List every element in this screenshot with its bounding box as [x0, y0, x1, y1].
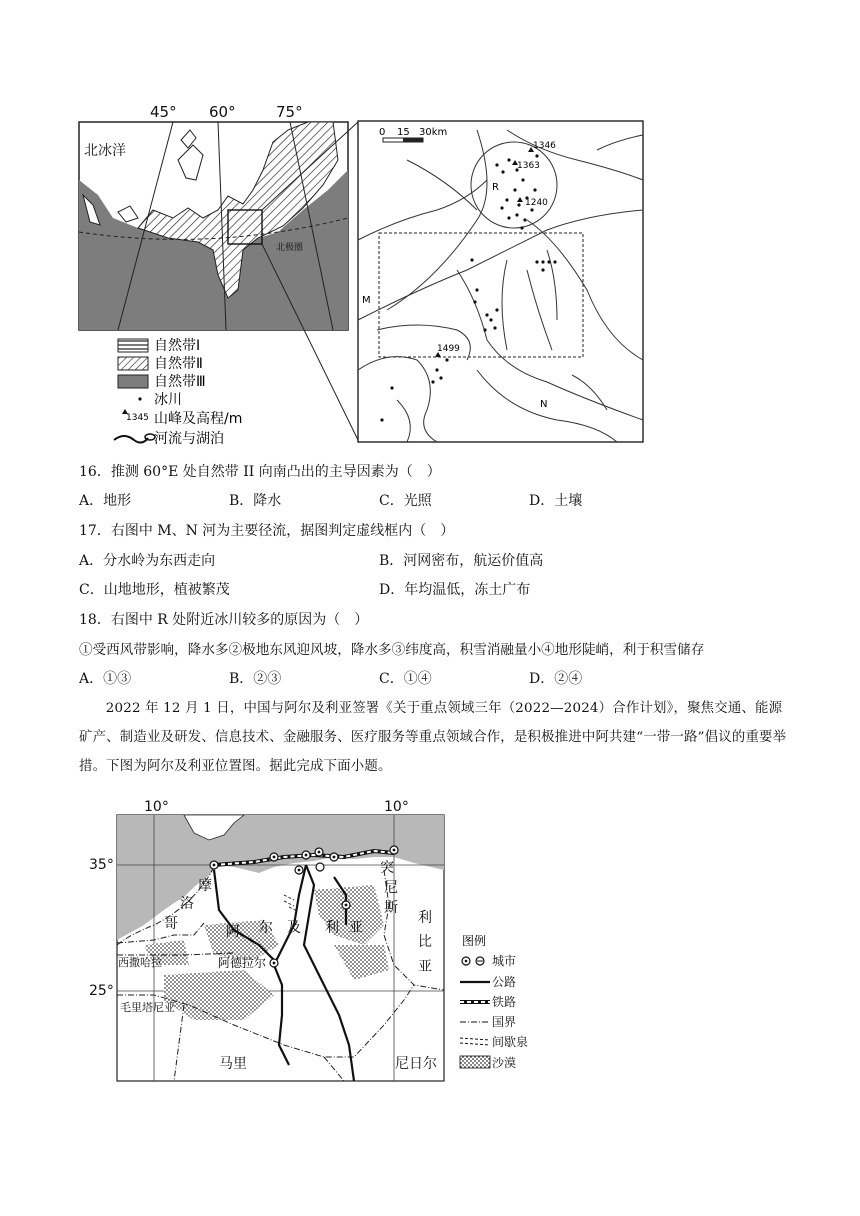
question-18-statements: ①受西风带影响，降水多②极地东风迎风坡，降水多③纬度高，积雪消融量小④地形陡峭，利于积雪储存 [79, 642, 705, 658]
country-niger: 尼日尔 [395, 1056, 437, 1072]
q18-option-c[interactable]: C．①④ [379, 671, 432, 687]
algeria-ya: 亚 [349, 920, 363, 936]
scale-label-30km: 30km [419, 127, 448, 138]
legend-city: 城市 [492, 954, 517, 968]
lat-label-35: 35° [89, 857, 114, 873]
algeria-map [84, 795, 454, 1085]
lon-label-left: 10° [144, 799, 169, 815]
question-18-stem: 18．右图中 R 处附近冰川较多的原因为（ ） [79, 612, 369, 628]
legend-zone2: 自然带Ⅱ [154, 356, 203, 372]
q16-option-a[interactable]: A．地形 [79, 493, 132, 509]
scale-label-15: 15 [397, 127, 410, 138]
lon-label-45: 45° [150, 103, 177, 121]
legend-zone1: 自然带Ⅰ [154, 338, 201, 354]
legend-river: 河流与湖泊 [154, 431, 224, 447]
legend-peak: 山峰及高程/m [154, 411, 243, 427]
country-mo: 摩 [198, 878, 212, 894]
zone1-swatch-icon [118, 339, 148, 352]
city-adrar: 阿德拉尔 [218, 956, 267, 970]
peak-1346: 1346 [533, 141, 556, 151]
q16-option-d[interactable]: D．土壤 [529, 493, 583, 509]
country-bi: 比 [418, 934, 432, 950]
legend-road: 公路 [492, 975, 517, 989]
algeria-a: 阿 [226, 924, 240, 940]
figure1-legend [112, 336, 302, 452]
algeria-li: 利 [325, 920, 339, 936]
country-ge: 哥 [164, 916, 178, 932]
figure2-legend [456, 930, 566, 1080]
zone3-swatch-icon [118, 375, 148, 388]
city-icon [462, 957, 484, 965]
peak-1363: 1363 [517, 161, 540, 171]
country-ya: 亚 [418, 959, 432, 975]
q18-option-a[interactable]: A．①③ [79, 671, 132, 687]
ocean-label: 北冰洋 [84, 143, 126, 159]
algeria-ji: 及 [287, 920, 301, 936]
country-tu: 突 [380, 860, 394, 876]
country-ni: 尼 [384, 880, 398, 896]
legend-spring: 间歇泉 [492, 1035, 529, 1049]
q16-option-b[interactable]: B．降水 [229, 493, 282, 509]
question-17-stem: 17．右图中 M、N 河为主要径流，据图判定虚线框内（ ） [79, 523, 455, 539]
q18-option-d[interactable]: D．②④ [529, 671, 583, 687]
q17-option-d[interactable]: D．年均温低，冻土广布 [379, 582, 531, 598]
legend-title: 图例 [462, 934, 487, 948]
country-western-sahara: 西撒哈拉 [118, 956, 162, 969]
peak-1499: 1499 [437, 344, 460, 354]
country-si: 斯 [384, 900, 398, 916]
lon-label-60: 60° [209, 103, 236, 121]
algeria-er: 尔 [259, 920, 273, 936]
legend-border: 国界 [492, 1015, 517, 1029]
lon-label-right: 10° [384, 799, 409, 815]
scale-label-0: 0 [379, 127, 386, 138]
q18-option-b[interactable]: B．②③ [229, 671, 282, 687]
river-lake-icon [114, 436, 148, 443]
country-mauritania: 毛里塔尼亚 [120, 1001, 175, 1014]
legend-peak-sample: 1345 [126, 413, 149, 423]
q16-option-c[interactable]: C．光照 [379, 493, 432, 509]
desert-icon [460, 1056, 490, 1068]
q17-option-a[interactable]: A．分水岭为东西走向 [79, 553, 216, 569]
zone2-swatch-icon [118, 357, 148, 370]
spring-icon [460, 1038, 490, 1045]
label-M: M [362, 295, 371, 306]
lat-label-25: 25° [89, 983, 114, 999]
arctic-circle-label: 北极圈 [276, 243, 304, 253]
lon-label-75: 75° [276, 103, 303, 121]
legend-glacier: 冰川 [154, 392, 182, 408]
label-N: N [540, 399, 548, 410]
reading-passage: 2022 年 12 月 1 日，中国与阿尔及利亚签署《关于重点领域三年（2022—2024）合作计划》，聚焦交通、能源矿产、制造业及研发、信息技术、金融服务、医疗服务等重点领域合作，是积极推进中阿共建“一带一路”倡议的重要举措。下图为阿尔及利亚位置图。据此完成下面小题。 [79, 701, 787, 774]
right-detail-map [357, 120, 645, 444]
q17-option-c[interactable]: C．山地地形，植被繁茂 [79, 582, 230, 598]
legend-railway: 铁路 [492, 995, 517, 1009]
peak-1240: 1240 [525, 198, 548, 208]
glacier-dot-icon [138, 397, 141, 400]
country-luo: 洛 [180, 896, 194, 912]
legend-zone3: 自然带Ⅲ [154, 374, 206, 390]
legend-desert: 沙漠 [492, 1056, 517, 1070]
label-R: R [492, 182, 499, 193]
country-li: 利 [418, 910, 432, 926]
q17-option-b[interactable]: B．河网密布，航运价值高 [379, 553, 544, 569]
question-16-stem: 16．推测 60°E 处自然带 II 向南凸出的主导因素为（ ） [79, 464, 441, 480]
country-mali: 马里 [219, 1056, 247, 1072]
